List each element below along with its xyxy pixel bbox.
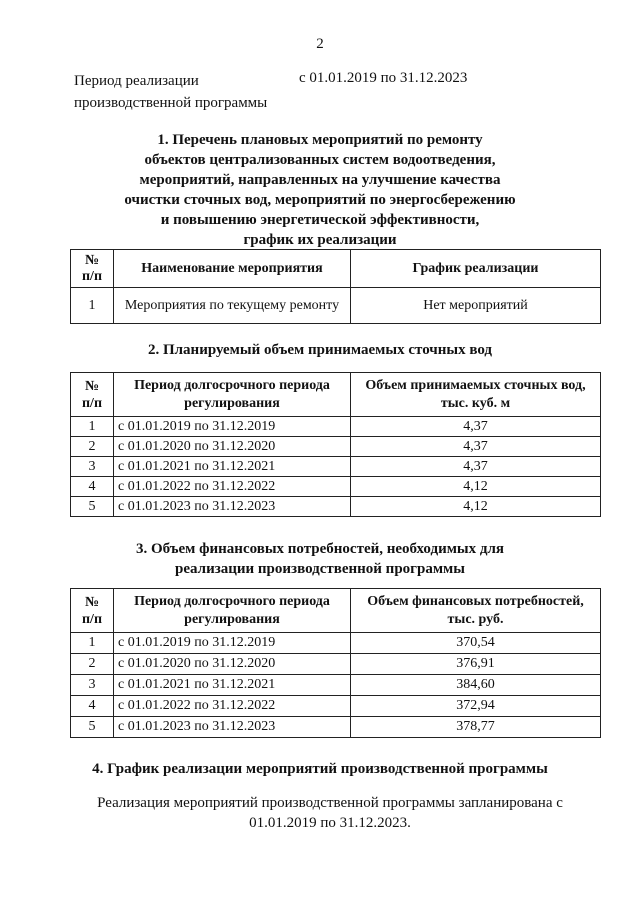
cell-period: с 01.01.2023 по 31.12.2023 <box>114 717 351 738</box>
period-label-line1: Период реализации <box>74 73 199 89</box>
col-header-number: № п/п <box>71 250 114 288</box>
financial-needs-table <box>70 588 601 738</box>
section1-title <box>80 130 560 250</box>
section4-text <box>90 793 570 833</box>
cell-number: 2 <box>71 437 114 457</box>
section3-title-line: 3. Объем финансовых потребностей, необходимых для <box>135 541 505 557</box>
cell-number: 1 <box>71 633 114 654</box>
section3-title-line: реализации производственной программы <box>175 561 465 577</box>
cell-period: с 01.01.2020 по 31.12.2020 <box>114 654 351 675</box>
col-header-activity: Наименование мероприятия <box>114 250 351 288</box>
section1-title-line: 1. Перечень плановых мероприятий по ремонту <box>157 132 483 148</box>
cell-number: 4 <box>71 696 114 717</box>
table-header-row <box>71 250 601 288</box>
cell-volume: 4,37 <box>351 437 601 457</box>
section4-text-line2: 01.01.2019 по 31.12.2023. <box>249 815 411 831</box>
wastewater-volume-table <box>70 372 601 517</box>
cell-activity: Мероприятия по текущему ремонту <box>114 288 351 324</box>
cell-number: 5 <box>71 497 114 517</box>
cell-finance: 384,60 <box>351 675 601 696</box>
period-label <box>74 70 284 114</box>
cell-number: 5 <box>71 717 114 738</box>
col-header-volume: Объем принимаемых сточных вод, тыс. куб. м <box>351 373 601 417</box>
cell-number: 4 <box>71 477 114 497</box>
section1-title-line: объектов централизованных систем водоотведения, <box>144 152 496 168</box>
col-header-finance: Объем финансовых потребностей, тыс. руб. <box>351 589 601 633</box>
cell-finance: 372,94 <box>351 696 601 717</box>
cell-period: с 01.01.2020 по 31.12.2020 <box>114 437 351 457</box>
period-label-line2: производственной программы <box>74 95 268 111</box>
cell-volume: 4,37 <box>351 457 601 477</box>
section1-title-line: график их реализации <box>243 232 397 248</box>
cell-number: 1 <box>71 417 114 437</box>
table-header-row <box>71 589 601 633</box>
col-header-number: № п/п <box>71 373 114 417</box>
cell-period: с 01.01.2019 по 31.12.2019 <box>114 417 351 437</box>
cell-number: 3 <box>71 675 114 696</box>
section2-title: 2. Планируемый объем принимаемых сточных вод <box>147 342 493 358</box>
col-header-period: Период долгосрочного периода регулирования <box>114 589 351 633</box>
cell-finance: 370,54 <box>351 633 601 654</box>
table-row <box>71 417 601 437</box>
cell-period: с 01.01.2023 по 31.12.2023 <box>114 497 351 517</box>
cell-number: 2 <box>71 654 114 675</box>
table-header-row <box>71 373 601 417</box>
cell-volume: 4,37 <box>351 417 601 437</box>
col-header-number: № п/п <box>71 589 114 633</box>
table-row <box>71 675 601 696</box>
cell-finance: 378,77 <box>351 717 601 738</box>
table-row <box>71 437 601 457</box>
cell-period: с 01.01.2021 по 31.12.2021 <box>114 675 351 696</box>
table-row <box>71 696 601 717</box>
table-row <box>71 717 601 738</box>
section3-title <box>80 539 560 579</box>
activities-table <box>70 249 601 324</box>
cell-volume: 4,12 <box>351 497 601 517</box>
cell-period: с 01.01.2022 по 31.12.2022 <box>114 477 351 497</box>
cell-number: 1 <box>71 288 114 324</box>
table-row <box>71 497 601 517</box>
page-number: 2 <box>316 36 324 52</box>
cell-period: с 01.01.2022 по 31.12.2022 <box>114 696 351 717</box>
table-row <box>71 288 601 324</box>
cell-schedule: Нет мероприятий <box>351 288 601 324</box>
section1-title-line: мероприятий, направленных на улучшение качества <box>139 172 501 188</box>
table-row <box>71 457 601 477</box>
section4-title: 4. График реализации мероприятий производственной программы <box>92 761 548 777</box>
col-header-schedule: График реализации <box>351 250 601 288</box>
cell-volume: 4,12 <box>351 477 601 497</box>
cell-period: с 01.01.2019 по 31.12.2019 <box>114 633 351 654</box>
section4-text-line1: Реализация мероприятий производственной программы запланирована с <box>97 795 563 811</box>
table-row <box>71 633 601 654</box>
cell-finance: 376,91 <box>351 654 601 675</box>
period-value: с 01.01.2019 по 31.12.2023 <box>299 70 468 86</box>
section1-title-line: и повышению энергетической эффективности, <box>160 212 480 228</box>
section1-title-line: очистки сточных вод, мероприятий по энергосбережению <box>124 192 516 208</box>
col-header-period: Период долгосрочного периода регулирования <box>114 373 351 417</box>
cell-period: с 01.01.2021 по 31.12.2021 <box>114 457 351 477</box>
table-row <box>71 477 601 497</box>
table-row <box>71 654 601 675</box>
cell-number: 3 <box>71 457 114 477</box>
